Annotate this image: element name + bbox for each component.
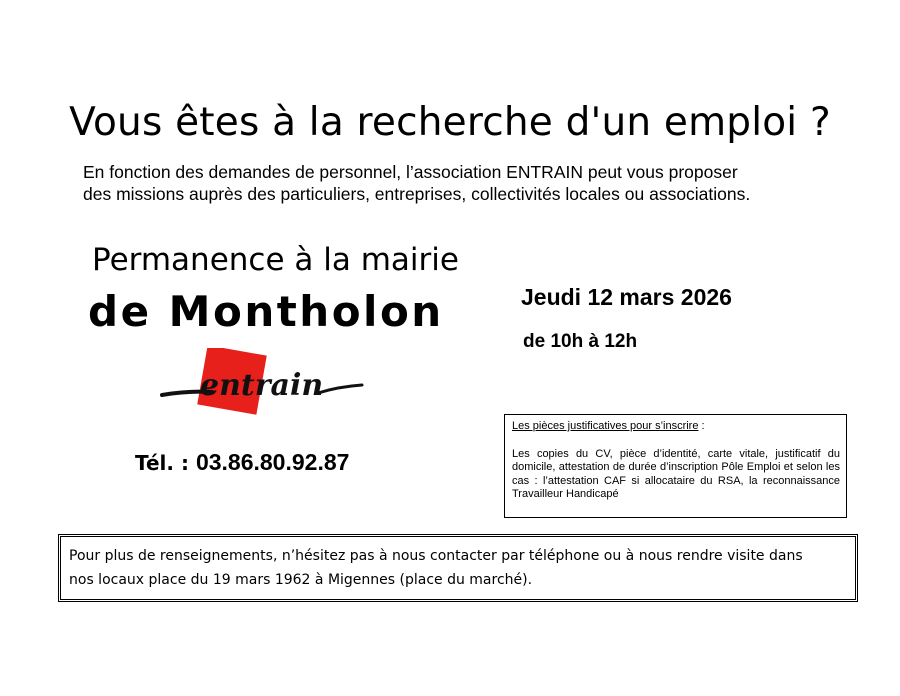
phone-label: Tél. : <box>135 451 196 475</box>
intro-line-2: des missions auprès des particuliers, entreprises, collectivités locales ou associations. <box>83 184 751 204</box>
event-date: Jeudi 12 mars 2026 <box>521 284 732 310</box>
documents-list: Les copies du CV, pièce d’identité, carte vitale, justificatif du domicile, attestation de durée d’inscription Pôle Emploi et selon les cas : l’attestation CAF si allocataire du RSA, la reconnaissance Travailleur Handicapé <box>512 447 840 500</box>
page-title: Vous êtes à la recherche d'un emploi ? <box>69 100 831 145</box>
documents-heading-colon: : <box>698 420 705 432</box>
phone-line <box>135 449 349 476</box>
info-line-1: Pour plus de renseignements, n’hésitez pas à nous contacter par téléphone ou à nous rendre visite dans <box>69 548 803 564</box>
intro-text <box>83 161 843 205</box>
documents-heading-text: Les pièces justificatives pour s’inscrire <box>512 420 699 432</box>
event-hours: de 10h à 12h <box>523 331 638 352</box>
intro-line-1: En fonction des demandes de personnel, l’association ENTRAIN peut vous proposer <box>83 162 738 182</box>
logo-swoosh-right <box>318 385 362 393</box>
info-box <box>58 534 858 602</box>
permanence-heading: Permanence à la mairie <box>92 242 459 278</box>
phone-number: 03.86.80.92.87 <box>195 449 350 475</box>
entrain-logo-graphic <box>158 348 368 426</box>
permanence-location: de Montholon <box>88 287 444 336</box>
logo-wordmark: entrain <box>200 368 324 403</box>
documents-heading <box>512 420 840 434</box>
documents-box <box>504 414 847 518</box>
info-line-2: nos locaux place du 19 mars 1962 à Migennes (place du marché). <box>69 572 533 588</box>
entrain-logo <box>158 348 368 426</box>
